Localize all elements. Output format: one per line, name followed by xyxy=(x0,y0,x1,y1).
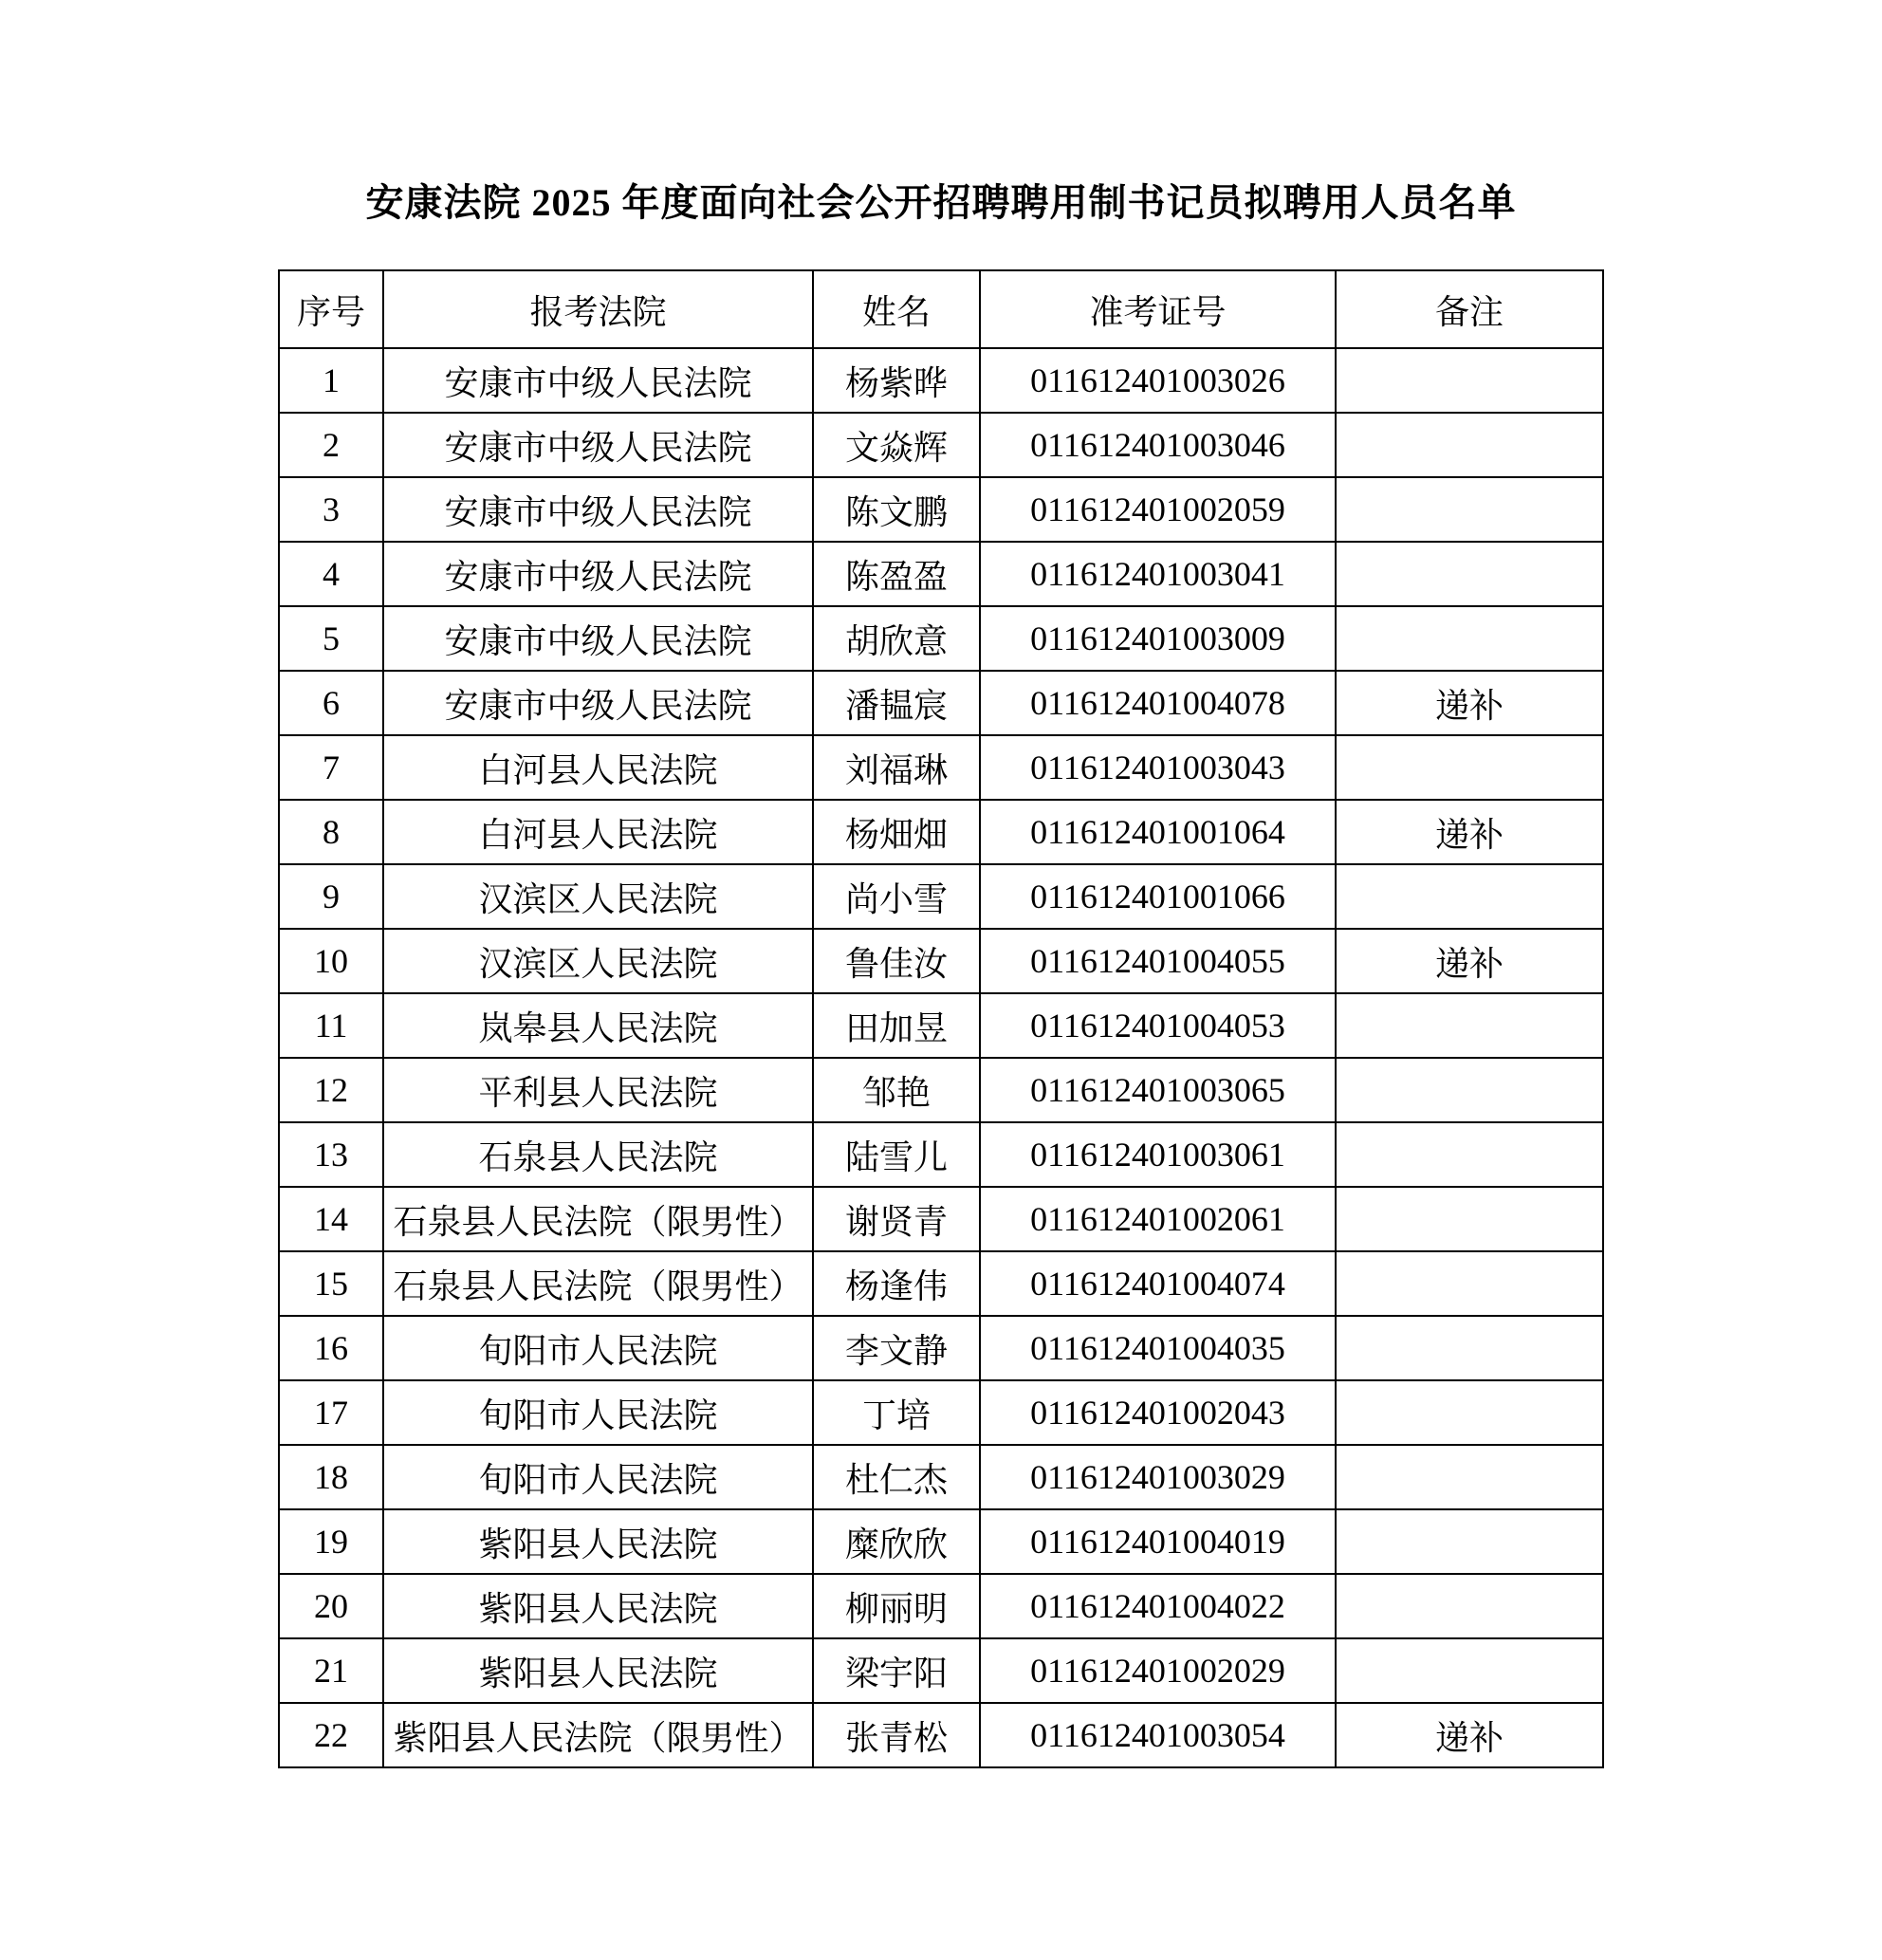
cell-no: 15 xyxy=(279,1251,383,1316)
cell-ticket: 011612401004074 xyxy=(980,1251,1336,1316)
cell-name: 尚小雪 xyxy=(813,864,980,929)
cell-court: 石泉县人民法院（限男性） xyxy=(383,1251,813,1316)
cell-no: 9 xyxy=(279,864,383,929)
cell-court: 紫阳县人民法院 xyxy=(383,1574,813,1638)
cell-remark: 递补 xyxy=(1336,929,1603,993)
cell-no: 4 xyxy=(279,542,383,606)
cell-ticket: 011612401003029 xyxy=(980,1445,1336,1509)
cell-name: 谢贤青 xyxy=(813,1187,980,1251)
cell-ticket: 011612401003026 xyxy=(980,348,1336,413)
cell-court: 安康市中级人民法院 xyxy=(383,348,813,413)
table-row xyxy=(279,477,1603,542)
cell-ticket: 011612401003065 xyxy=(980,1058,1336,1122)
table-row xyxy=(279,800,1603,864)
cell-name: 糜欣欣 xyxy=(813,1509,980,1574)
cell-remark xyxy=(1336,1574,1603,1638)
cell-remark: 递补 xyxy=(1336,800,1603,864)
table-row xyxy=(279,929,1603,993)
cell-ticket: 011612401004053 xyxy=(980,993,1336,1058)
table-row xyxy=(279,735,1603,800)
table-row xyxy=(279,1122,1603,1187)
header-row xyxy=(279,270,1603,348)
header-cell-court: 报考法院 xyxy=(383,270,813,348)
cell-court: 安康市中级人民法院 xyxy=(383,477,813,542)
cell-ticket: 011612401001064 xyxy=(980,800,1336,864)
cell-court: 旬阳市人民法院 xyxy=(383,1380,813,1445)
cell-no: 16 xyxy=(279,1316,383,1380)
table-row xyxy=(279,864,1603,929)
cell-no: 13 xyxy=(279,1122,383,1187)
cell-no: 14 xyxy=(279,1187,383,1251)
cell-no: 22 xyxy=(279,1703,383,1767)
cell-court: 石泉县人民法院 xyxy=(383,1122,813,1187)
cell-name: 张青松 xyxy=(813,1703,980,1767)
cell-ticket: 011612401002059 xyxy=(980,477,1336,542)
cell-name: 陆雪儿 xyxy=(813,1122,980,1187)
cell-remark xyxy=(1336,1058,1603,1122)
cell-remark xyxy=(1336,864,1603,929)
cell-court: 石泉县人民法院（限男性） xyxy=(383,1187,813,1251)
cell-no: 2 xyxy=(279,413,383,477)
cell-ticket: 011612401004055 xyxy=(980,929,1336,993)
cell-ticket: 011612401003043 xyxy=(980,735,1336,800)
cell-court: 旬阳市人民法院 xyxy=(383,1316,813,1380)
header-cell-no: 序号 xyxy=(279,270,383,348)
cell-no: 1 xyxy=(279,348,383,413)
table-row xyxy=(279,1574,1603,1638)
cell-ticket: 011612401004022 xyxy=(980,1574,1336,1638)
cell-name: 梁宇阳 xyxy=(813,1638,980,1703)
table-row xyxy=(279,542,1603,606)
cell-no: 6 xyxy=(279,671,383,735)
cell-no: 20 xyxy=(279,1574,383,1638)
cell-no: 5 xyxy=(279,606,383,671)
cell-court: 岚皋县人民法院 xyxy=(383,993,813,1058)
cell-remark xyxy=(1336,1380,1603,1445)
table-row xyxy=(279,1187,1603,1251)
cell-name: 李文静 xyxy=(813,1316,980,1380)
table-row xyxy=(279,348,1603,413)
table-row xyxy=(279,1509,1603,1574)
cell-name: 杨紫晔 xyxy=(813,348,980,413)
table-row xyxy=(279,1638,1603,1703)
cell-remark xyxy=(1336,1251,1603,1316)
cell-court: 安康市中级人民法院 xyxy=(383,606,813,671)
cell-court: 白河县人民法院 xyxy=(383,735,813,800)
cell-name: 胡欣意 xyxy=(813,606,980,671)
table-row xyxy=(279,1380,1603,1445)
cell-no: 8 xyxy=(279,800,383,864)
cell-no: 18 xyxy=(279,1445,383,1509)
table-row xyxy=(279,413,1603,477)
cell-ticket: 011612401002061 xyxy=(980,1187,1336,1251)
cell-court: 平利县人民法院 xyxy=(383,1058,813,1122)
cell-ticket: 011612401001066 xyxy=(980,864,1336,929)
cell-remark xyxy=(1336,1445,1603,1509)
cell-name: 潘韫宸 xyxy=(813,671,980,735)
cell-ticket: 011612401003061 xyxy=(980,1122,1336,1187)
hiring-roster-table xyxy=(278,269,1604,1768)
cell-ticket: 011612401003009 xyxy=(980,606,1336,671)
table-row xyxy=(279,606,1603,671)
cell-court: 安康市中级人民法院 xyxy=(383,542,813,606)
cell-name: 田加昱 xyxy=(813,993,980,1058)
cell-name: 文焱辉 xyxy=(813,413,980,477)
header-cell-ticket: 准考证号 xyxy=(980,270,1336,348)
table-row xyxy=(279,993,1603,1058)
table-row xyxy=(279,1058,1603,1122)
cell-name: 刘福琳 xyxy=(813,735,980,800)
cell-remark: 递补 xyxy=(1336,671,1603,735)
cell-remark xyxy=(1336,735,1603,800)
cell-remark: 递补 xyxy=(1336,1703,1603,1767)
cell-name: 鲁佳汝 xyxy=(813,929,980,993)
cell-remark xyxy=(1336,993,1603,1058)
cell-remark xyxy=(1336,1122,1603,1187)
cell-name: 丁培 xyxy=(813,1380,980,1445)
document-title: 安康法院 2025 年度面向社会公开招聘聘用制书记员拟聘用人员名单 xyxy=(365,181,1517,224)
table-row xyxy=(279,1445,1603,1509)
cell-court: 安康市中级人民法院 xyxy=(383,671,813,735)
cell-no: 21 xyxy=(279,1638,383,1703)
cell-ticket: 011612401004019 xyxy=(980,1509,1336,1574)
cell-ticket: 011612401002043 xyxy=(980,1380,1336,1445)
cell-remark xyxy=(1336,348,1603,413)
cell-name: 杨畑畑 xyxy=(813,800,980,864)
cell-ticket: 011612401004035 xyxy=(980,1316,1336,1380)
cell-court: 紫阳县人民法院 xyxy=(383,1638,813,1703)
cell-remark xyxy=(1336,606,1603,671)
cell-remark xyxy=(1336,1638,1603,1703)
table-row xyxy=(279,1703,1603,1767)
cell-ticket: 011612401003041 xyxy=(980,542,1336,606)
cell-remark xyxy=(1336,1509,1603,1574)
cell-court: 紫阳县人民法院（限男性） xyxy=(383,1703,813,1767)
cell-remark xyxy=(1336,542,1603,606)
cell-court: 安康市中级人民法院 xyxy=(383,413,813,477)
cell-court: 汉滨区人民法院 xyxy=(383,864,813,929)
table-body xyxy=(279,348,1603,1767)
cell-court: 汉滨区人民法院 xyxy=(383,929,813,993)
header-cell-name: 姓名 xyxy=(813,270,980,348)
cell-remark xyxy=(1336,1316,1603,1380)
cell-name: 陈文鹏 xyxy=(813,477,980,542)
cell-no: 10 xyxy=(279,929,383,993)
cell-ticket: 011612401003054 xyxy=(980,1703,1336,1767)
header-cell-remark: 备注 xyxy=(1336,270,1603,348)
table-row xyxy=(279,671,1603,735)
cell-remark xyxy=(1336,413,1603,477)
cell-remark xyxy=(1336,477,1603,542)
table-row xyxy=(279,1251,1603,1316)
cell-name: 邹艳 xyxy=(813,1058,980,1122)
table-row xyxy=(279,1316,1603,1380)
cell-name: 杨逢伟 xyxy=(813,1251,980,1316)
cell-no: 7 xyxy=(279,735,383,800)
cell-court: 旬阳市人民法院 xyxy=(383,1445,813,1509)
cell-ticket: 011612401002029 xyxy=(980,1638,1336,1703)
cell-name: 柳丽明 xyxy=(813,1574,980,1638)
cell-name: 陈盈盈 xyxy=(813,542,980,606)
cell-no: 11 xyxy=(279,993,383,1058)
cell-court: 白河县人民法院 xyxy=(383,800,813,864)
cell-no: 19 xyxy=(279,1509,383,1574)
cell-no: 17 xyxy=(279,1380,383,1445)
cell-remark xyxy=(1336,1187,1603,1251)
cell-name: 杜仁杰 xyxy=(813,1445,980,1509)
cell-no: 12 xyxy=(279,1058,383,1122)
cell-ticket: 011612401003046 xyxy=(980,413,1336,477)
cell-court: 紫阳县人民法院 xyxy=(383,1509,813,1574)
cell-no: 3 xyxy=(279,477,383,542)
cell-ticket: 011612401004078 xyxy=(980,671,1336,735)
